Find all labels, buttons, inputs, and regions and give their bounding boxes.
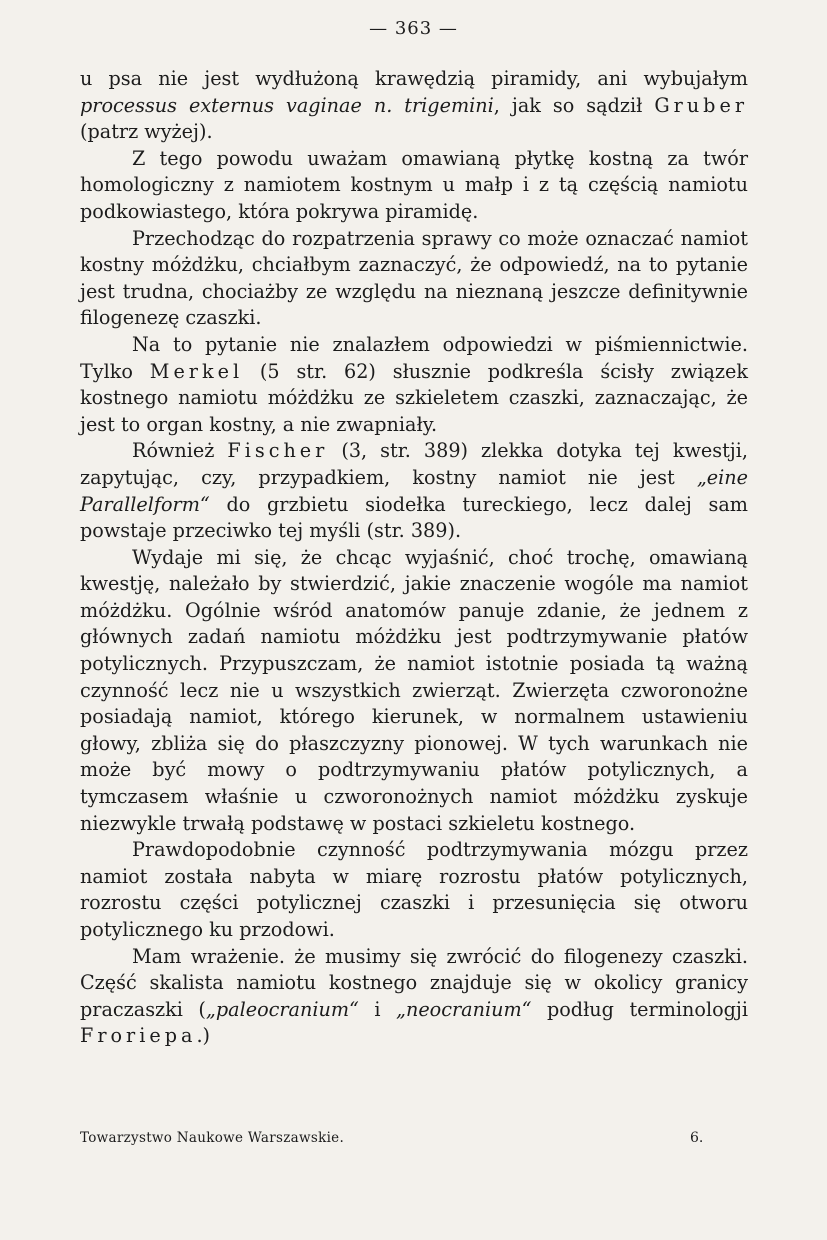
italic-text: „neocranium“ (396, 997, 532, 1021)
text-run: Z tego powodu uważam omawianą płytkę kostną za twór homologiczny z namiotem kostnym u małp i z tą częścią namiotu podkowiastego, która pokrywa piramidę. (80, 146, 748, 223)
paragraph (80, 944, 748, 1050)
italic-text: processus externus vaginae n. trigemini (80, 93, 494, 117)
text-run: Wydaje mi się, że chcąc wyjaśnić, choć trochę, omawianą kwestję, należało by stwierdzić, jakie znaczenie wogóle ma namiot móżdżku. Ogólnie wśród anatomów panuje zdanie, że jednem z głównych zadań namiotu móżdżku jest podtrzymywanie płatów potylicznych. Przypuszczam, że namiot istotnie posiada tą ważną czynność lecz nie u wszystkich zwierząt. Zwierzęta czworonożne posiadają namiot, którego kierunek, w normalnem ustawieniu głowy, zbliża się do płaszczyzny pionowej. W tych warunkach nie może być mowy o podtrzymywaniu płatów potylicznych, a tymczasem właśnie u czworonożnych namiot móżdżku zyskuje niezwykle trwałą podstawę w postaci szkieletu kostnego. (80, 545, 748, 835)
page-number: — 363 — (369, 18, 458, 39)
text-run: i (358, 997, 397, 1021)
text-run: (patrz wyżej). (80, 120, 213, 144)
paragraph (80, 332, 748, 438)
paragraph (80, 146, 748, 226)
text-run: .) (196, 1024, 211, 1048)
paragraph (80, 226, 748, 332)
paragraph (80, 66, 748, 146)
text-run: u psa nie jest wydłużoną krawędzią piramidy, ani wybujałym (80, 67, 748, 90)
footer-publisher: Towarzystwo Naukowe Warszawskie. (80, 1130, 345, 1146)
paragraph (80, 438, 748, 544)
text-run: Prawdopodobnie czynność podtrzymywania mózgu przez namiot została nabyta w miarę rozrostu płatów potylicznych, rozrostu części potylicznej czaszki i przesunięcia się otworu potylicznego ku przodowi. (80, 838, 748, 941)
italic-text: „paleocranium“ (205, 997, 359, 1021)
text-run: , jak so sądził (493, 93, 655, 117)
author-name: Froriepa (80, 1024, 197, 1048)
text-run: Również (132, 439, 228, 463)
italic-text: „eine Parallelform“ (80, 465, 748, 516)
author-name: Fischer (227, 439, 329, 463)
text-run: do grzbietu siodełka tureckiego, lecz dalej sam powstaje przeciwko tej myśli (str. 389). (80, 492, 748, 543)
text-run: Na to pytanie nie znalazłem odpowiedzi w piśmiennictwie. Tylko (80, 332, 748, 383)
text-run: (5 str. 62) słusznie podkreśla ścisły związek kostnego namiotu móżdżku ze szkieletem czaszki, zaznaczając, że jest to organ kostny, a nie zwapniały. (80, 359, 748, 436)
text-run: Przechodząc do rozpatrzenia sprawy co może oznaczać namiot kostny móżdżku, chciałbym zaznaczyć, że odpowiedź, na to pytanie jest trudna, chociażby ze względu na nieznaną jeszcze definitywnie filogenezę czaszki. (80, 226, 748, 330)
paragraph (80, 545, 748, 838)
author-name: Gruber (654, 93, 748, 117)
author-name: Merkel (149, 359, 244, 383)
body-text (80, 66, 748, 1050)
text-run: Mam wrażenie. że musimy się zwrócić do filogenezy czaszki. Część skalista namiotu kostnego znajduje się w okolicy granicy praczaszki ( (80, 944, 748, 1021)
footer-signature: 6. (690, 1130, 704, 1146)
paragraph (80, 837, 748, 943)
text-run: podług terminologji (531, 997, 749, 1021)
text-run: (3, str. 389) zlekka dotyka tej kwestji, zapytując, czy, przypadkiem, kostny namiot nie jest (80, 439, 748, 489)
